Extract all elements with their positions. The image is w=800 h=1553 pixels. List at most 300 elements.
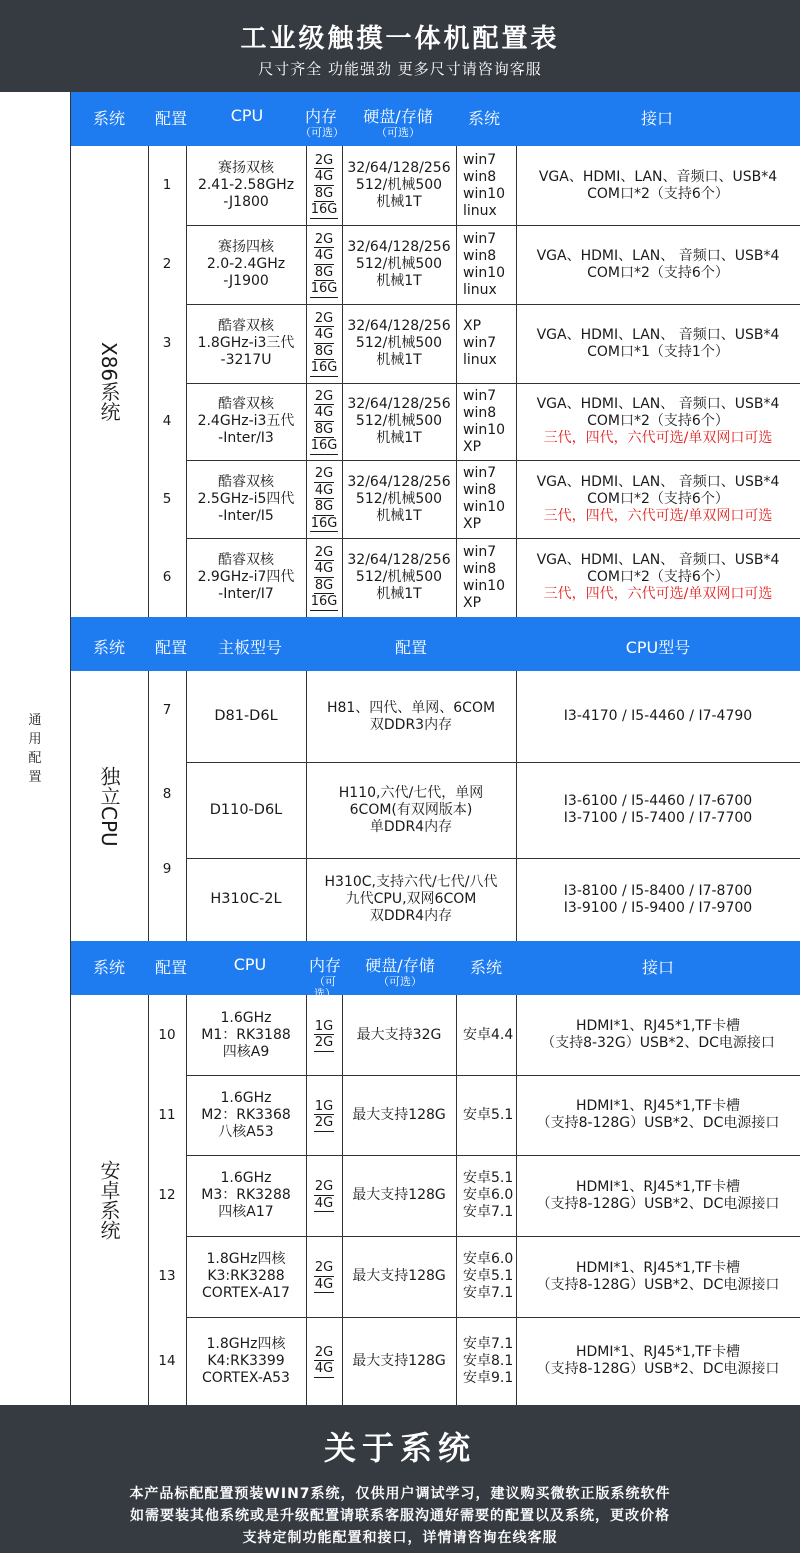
port-line: （支持8-128G）USB*2、DC电源接口 [536, 1115, 780, 1131]
header-port: 接口 [640, 109, 673, 128]
disk-cell: 最大支持128G [352, 1268, 446, 1284]
memory-cell [306, 146, 342, 225]
cpu-line: CORTEX-A17 [202, 1285, 290, 1301]
os-line: win7 [463, 335, 497, 351]
memory-option: 8G [314, 577, 334, 593]
header-memory-optional: （可选） [314, 975, 336, 1000]
os-line: 安卓9.1 [463, 1369, 514, 1386]
grid-line [306, 995, 307, 1405]
cpu-line: 1.8GHz四核 [206, 1335, 286, 1352]
os-line: 安卓5.1 [463, 1106, 514, 1123]
os-line: win8 [463, 560, 497, 577]
memory-option: 8G [314, 264, 334, 280]
disk-cell [342, 460, 456, 538]
footer-line-2: 如需要装其他系统或是升级配置请联系客服沟通好需要的配置以及系统，更改价格 [130, 1508, 670, 1524]
indep-label-chars: 独立CPU [97, 765, 121, 847]
disk-line: 512/机械500 [355, 177, 443, 193]
side-label-general-config [0, 92, 70, 1405]
memory-option: 4G [314, 561, 334, 576]
config-number: 4 [162, 413, 172, 429]
cpu-model-line: I3-6100 / I5-4460 / I7-6700 [563, 793, 753, 809]
android-group-label [70, 995, 148, 1405]
spec-line: H81、四代、单网、6COM [326, 699, 496, 716]
spec-cell [306, 671, 516, 762]
cpu-cell [186, 1236, 306, 1317]
disk-cell [342, 146, 456, 225]
port-line: COM口*2（支持6个） [587, 490, 729, 507]
disk-line: 机械1T [376, 507, 422, 524]
spec-line: 单DDR4内存 [369, 818, 453, 835]
os-line: linux [463, 352, 497, 368]
disk-line: 512/机械500 [355, 569, 443, 585]
disk-line: 32/64/128/256 [347, 552, 451, 568]
disk-cell: 最大支持128G [352, 1106, 446, 1123]
disk-cell [342, 383, 456, 460]
disk-cell [342, 304, 456, 383]
memory-cell [306, 1075, 342, 1155]
cpu-cell [186, 1155, 306, 1236]
header-cpu: CPU [233, 955, 267, 974]
memory-option: 4G [314, 1361, 334, 1376]
cpu-model-line: I3-8100 / I5-8400 / I7-8700 [563, 882, 753, 899]
grid-line [186, 995, 187, 1405]
config-number: 8 [162, 785, 172, 802]
cpu-cell [186, 1075, 306, 1155]
cpu-line: -J1800 [223, 194, 269, 210]
os-line: win7 [463, 387, 497, 404]
cpu-line: 2.4GHz-i3五代 [197, 413, 295, 429]
memory-cell [306, 538, 342, 617]
grid-line [516, 995, 517, 1405]
port-cell [516, 304, 800, 383]
cpu-line: 2.41-2.58GHz [197, 177, 295, 193]
os-line: win10 [463, 421, 506, 438]
config-number: 2 [162, 256, 172, 272]
port-line: VGA、HDMI、LAN、音频口、USB*4 [538, 168, 778, 185]
cpu-line: 2.5GHz-i5四代 [197, 490, 295, 507]
port-line: （支持8-32G）USB*2、DC电源接口 [541, 1035, 775, 1051]
port-line: VGA、HDMI、LAN、 音频口、USB*4 [536, 247, 780, 264]
memory-option: 4G [314, 1195, 334, 1211]
os-line: win7 [463, 465, 497, 481]
grid-line [186, 671, 187, 941]
memory-option: 8G [314, 185, 334, 201]
indep-header-bar [70, 617, 800, 671]
cpu-line: -3217U [220, 352, 272, 368]
cpu-line: K3:RK3288 [207, 1268, 285, 1284]
cpu-line: -Inter/I3 [218, 430, 274, 446]
os-cell [456, 538, 516, 617]
os-cell [456, 1155, 516, 1236]
os-line: win10 [463, 577, 506, 594]
board-model: D81-D6L [214, 708, 278, 724]
os-line: win10 [463, 185, 506, 202]
disk-line: 512/机械500 [355, 413, 443, 429]
memory-option: 4G [314, 169, 334, 184]
cpu-cell [186, 383, 306, 460]
header-disk: 硬盘/存储 （可选） [342, 104, 454, 139]
os-cell [456, 304, 516, 383]
memory-option: 2G [314, 310, 334, 326]
cpu-model-line: I3-9100 / I5-9400 / I7-9700 [563, 899, 753, 916]
grid-line [186, 383, 800, 384]
port-line: COM口*2（支持6个） [587, 569, 729, 585]
os-line: win10 [463, 264, 506, 281]
cpu-line: 1.6GHz [220, 1089, 272, 1106]
grid-line [186, 1075, 800, 1076]
side-label-char: 用 [28, 731, 42, 747]
port-cell [516, 1075, 800, 1155]
android-label-chars: 安卓系统 [97, 1160, 121, 1240]
config-number: 13 [158, 1268, 176, 1284]
cpu-line: -J1900 [223, 273, 269, 289]
os-line: win8 [463, 168, 497, 185]
memory-option: 4G [314, 482, 334, 498]
config-number: 1 [162, 177, 172, 193]
cpu-line: -Inter/I5 [218, 507, 274, 524]
os-line: 安卓5.1 [463, 1170, 514, 1186]
os-line: XP [463, 594, 482, 611]
grid-line [186, 1155, 800, 1156]
memory-cell [306, 460, 342, 538]
os-line: win8 [463, 404, 497, 421]
os-cell [456, 1075, 516, 1155]
side-label-char: 置 [28, 769, 42, 785]
cpu-line: 酷睿双核 [218, 473, 274, 490]
x86-group-label: X86系统 [97, 341, 121, 422]
port-line: HDMI*1、RJ45*1,TF卡槽 [575, 1018, 741, 1034]
cpu-line: 赛扬四核 [218, 239, 274, 255]
disk-cell [342, 538, 456, 617]
disk-cell: 最大支持32G [356, 1026, 442, 1043]
grid-line [148, 146, 149, 617]
cpu-line: M2：RK3368 [201, 1106, 291, 1123]
os-line: XP [463, 438, 482, 455]
cpu-model-line: I3-7100 / I5-7400 / I7-7700 [563, 810, 753, 826]
memory-option: 2G [314, 388, 334, 404]
cpu-cell [186, 538, 306, 617]
cpu-cell [186, 304, 306, 383]
footer-line-1: 本产品标配配置预装WIN7系统，仅供用户调试学习，建议购买微软正版系统软件 [129, 1486, 671, 1502]
header-os: 系统 [469, 958, 502, 977]
memory-option: 1G [314, 1018, 334, 1034]
header-config: 配置 [154, 958, 187, 977]
grid-line [186, 146, 187, 617]
config-number: 10 [158, 1026, 176, 1043]
header-port: 接口 [641, 958, 674, 977]
os-cell [456, 1317, 516, 1405]
memory-cell [306, 995, 342, 1075]
spec-line: 九代CPU,双网6COM [345, 891, 477, 907]
side-label-char: 通 [28, 712, 42, 728]
x86-header-bar [70, 92, 800, 146]
port-line: （支持8-128G）USB*2、DC电源接口 [536, 1195, 780, 1212]
disk-line: 机械1T [376, 194, 422, 210]
os-line: 安卓7.1 [463, 1204, 514, 1220]
os-line: 安卓5.1 [463, 1268, 514, 1284]
disk-line: 机械1T [376, 430, 422, 446]
grid-line [186, 538, 800, 539]
grid-line [516, 671, 517, 941]
cpu-model-line: I3-4170 / I5-4460 / I7-4790 [563, 708, 753, 724]
disk-line: 32/64/128/256 [347, 160, 451, 176]
os-line: XP [463, 318, 482, 334]
cpu-line: 1.6GHz [220, 1170, 272, 1186]
memory-option: 2G [314, 544, 334, 560]
grid-line [342, 146, 343, 617]
port-cell [516, 538, 800, 617]
grid-line [516, 146, 517, 617]
disk-cell [342, 225, 456, 304]
disk-cell: 最大支持128G [352, 1352, 446, 1369]
config-number: 9 [162, 861, 172, 877]
port-line: COM口*1（支持1个） [587, 343, 729, 360]
header-config: 配置 [154, 638, 187, 657]
config-number: 7 [162, 702, 172, 718]
header-board: 主板型号 [217, 638, 282, 657]
page-footer [0, 1405, 800, 1553]
memory-option: 2G [314, 231, 334, 247]
cpu-line: M1：RK3188 [201, 1026, 291, 1043]
grid-line [306, 146, 307, 617]
memory-option: 1G [314, 1098, 334, 1114]
os-line: linux [463, 202, 497, 219]
grid-line [186, 1317, 800, 1318]
config-number: 6 [162, 569, 172, 585]
memory-cell [306, 1317, 342, 1405]
board-model: D110-D6L [209, 801, 283, 818]
memory-option: 4G [314, 327, 334, 342]
port-line: VGA、HDMI、LAN、 音频口、USB*4 [536, 326, 780, 343]
os-line: win7 [463, 151, 497, 168]
os-line: win7 [463, 230, 497, 247]
header-spec: 配置 [394, 638, 427, 657]
cpu-model-cell [516, 858, 800, 941]
os-line: 安卓6.0 [463, 1187, 514, 1203]
spec-line: 6COM(有双网版本) [349, 801, 473, 818]
cpu-cell [186, 460, 306, 538]
grid-line [148, 995, 149, 1405]
cpu-model-cell [516, 762, 800, 858]
memory-option: 2G [314, 466, 334, 481]
cpu-line: 酷睿双核 [218, 552, 274, 568]
grid-line [186, 762, 800, 763]
config-number: 11 [158, 1106, 176, 1123]
config-number: 12 [158, 1187, 176, 1203]
os-cell [456, 383, 516, 460]
memory-option: 4G [314, 248, 334, 263]
os-line: 安卓8.1 [463, 1352, 514, 1369]
page-subtitle: 尺寸齐全 功能强劲 更多尺寸请咨询客服 [258, 60, 542, 78]
side-label-char: 配 [28, 750, 42, 766]
config-number: 5 [162, 490, 172, 507]
page-title: 工业级触摸一体机配置表 [240, 24, 560, 54]
header-system: 系统 [92, 638, 125, 657]
footer-line-3: 支持定制功能配置和接口，详情请咨询在线客服 [242, 1530, 558, 1546]
cpu-line: K4:RK3399 [207, 1352, 285, 1369]
grid-line [456, 995, 457, 1405]
grid-line [186, 225, 800, 226]
cpu-line: 八核A53 [218, 1123, 274, 1140]
port-cell [516, 225, 800, 304]
os-line: win7 [463, 543, 497, 560]
cpu-line: 2.0-2.4GHz [206, 256, 286, 272]
port-cell [516, 995, 800, 1075]
port-line: VGA、HDMI、LAN、 音频口、USB*4 [536, 552, 780, 568]
cpu-line: 2.9GHz-i7四代 [197, 569, 295, 585]
memory-option: 4G [314, 405, 334, 420]
option-note: 三代，四代，六代可选/单双网口可选 [543, 430, 773, 446]
port-line: HDMI*1、RJ45*1,TF卡槽 [575, 1259, 741, 1276]
memory-cell [306, 304, 342, 383]
os-line: 安卓7.1 [463, 1335, 514, 1352]
cpu-line: 酷睿双核 [218, 396, 274, 412]
memory-option: 2G [314, 1179, 334, 1194]
cpu-line: 1.8GHz四核 [206, 1251, 286, 1267]
os-line: 安卓4.4 [463, 1026, 514, 1043]
memory-option: 16G [310, 594, 338, 609]
cpu-line: 1.6GHz [220, 1009, 272, 1026]
port-line: HDMI*1、RJ45*1,TF卡槽 [575, 1344, 741, 1360]
header-disk-optional: （可选） [376, 126, 420, 139]
spec-line: 双DDR4内存 [369, 908, 453, 924]
os-line: linux [463, 281, 497, 298]
grid-line [342, 995, 343, 1405]
grid-line [148, 671, 149, 941]
memory-cell [306, 225, 342, 304]
port-cell [516, 1236, 800, 1317]
os-cell [456, 460, 516, 538]
board-model: H310C-2L [210, 891, 282, 907]
cpu-line: CORTEX-A53 [202, 1369, 290, 1386]
memory-cell [306, 1155, 342, 1236]
disk-line: 32/64/128/256 [347, 239, 451, 255]
header-cpu-model: CPU型号 [625, 638, 691, 657]
header-system: 系统 [92, 958, 125, 977]
os-cell [456, 225, 516, 304]
cpu-cell [186, 995, 306, 1075]
cpu-line: 赛扬双核 [218, 160, 274, 176]
os-line: win8 [463, 482, 497, 498]
grid-line [70, 92, 71, 1405]
os-line: win10 [463, 499, 506, 515]
memory-option: 16G [310, 360, 338, 375]
header-memory: 内存 （可选） [300, 107, 344, 139]
header-memory-optional: （可选） [300, 126, 344, 139]
port-cell [516, 1155, 800, 1236]
header-cpu: CPU [230, 106, 264, 125]
spec-cell [306, 762, 516, 858]
disk-line: 机械1T [376, 586, 422, 602]
disk-line: 机械1T [376, 352, 422, 368]
grid-line [186, 460, 800, 461]
cpu-line: 1.8GHz-i3三代 [197, 335, 295, 351]
cpu-line: 四核A17 [218, 1204, 274, 1220]
indep-group-label [70, 671, 148, 941]
spec-line: 双DDR3内存 [369, 716, 453, 733]
os-line: 安卓7.1 [463, 1285, 514, 1301]
port-line: COM口*2（支持6个） [587, 264, 729, 281]
config-number: 3 [162, 335, 172, 351]
header-disk-optional: （可选） [378, 975, 422, 988]
cpu-line: M3：RK3288 [201, 1187, 291, 1203]
os-cell [456, 146, 516, 225]
cpu-cell [186, 225, 306, 304]
port-cell [516, 1317, 800, 1405]
memory-option: 8G [314, 343, 334, 359]
disk-line: 32/64/128/256 [347, 318, 451, 334]
memory-option: 2G [314, 1260, 334, 1275]
memory-cell [306, 383, 342, 460]
page-header [0, 0, 800, 92]
port-cell [516, 383, 800, 460]
os-cell [456, 995, 516, 1075]
footer-title: 关于系统 [323, 1429, 476, 1467]
header-os: 系统 [467, 109, 500, 128]
cpu-line: 酷睿双核 [218, 318, 274, 334]
config-number: 14 [158, 1352, 176, 1369]
grid-line [456, 146, 457, 617]
disk-line: 32/64/128/256 [347, 473, 451, 490]
memory-option: 16G [310, 202, 338, 217]
option-note: 三代，四代，六代可选/单双网口可选 [543, 507, 773, 524]
memory-option: 16G [310, 281, 338, 296]
cpu-cell [186, 146, 306, 225]
header-config: 配置 [154, 109, 187, 128]
grid-line [306, 671, 307, 941]
header-system: 系统 [92, 109, 125, 128]
memory-option: 8G [314, 421, 334, 437]
memory-option: 4G [314, 1276, 334, 1292]
spec-line: H110,六代/七代，单网 [338, 784, 484, 801]
memory-option: 16G [310, 438, 338, 453]
memory-option: 16G [310, 515, 338, 531]
os-line: win8 [463, 247, 497, 264]
memory-option: 8G [314, 499, 334, 514]
memory-option: 2G [314, 1344, 334, 1360]
grid-line [186, 1236, 800, 1237]
header-disk: 硬盘/存储 （可选） [344, 953, 456, 988]
disk-line: 32/64/128/256 [347, 396, 451, 412]
memory-option: 2G [314, 1115, 334, 1130]
spec-cell [306, 858, 516, 941]
disk-line: 512/机械500 [355, 335, 443, 351]
port-line: （支持8-128G）USB*2、DC电源接口 [536, 1276, 780, 1293]
header-memory: 内存 （可选） [306, 953, 344, 1000]
os-line: XP [463, 516, 482, 532]
disk-line: 512/机械500 [355, 490, 443, 507]
port-line: COM口*2（支持6个） [587, 413, 729, 429]
port-line: VGA、HDMI、LAN、 音频口、USB*4 [536, 473, 780, 490]
port-line: VGA、HDMI、LAN、 音频口、USB*4 [536, 396, 780, 412]
grid-line [186, 858, 800, 859]
disk-cell: 最大支持128G [352, 1187, 446, 1203]
android-header-bar [70, 941, 800, 1000]
disk-line: 机械1T [376, 273, 422, 289]
port-line: HDMI*1、RJ45*1,TF卡槽 [575, 1098, 741, 1114]
memory-cell [306, 1236, 342, 1317]
option-note: 三代，四代，六代可选/单双网口可选 [543, 586, 773, 602]
cpu-model-cell [516, 671, 800, 762]
port-cell [516, 146, 800, 225]
port-line: （支持8-128G）USB*2、DC电源接口 [536, 1361, 780, 1377]
os-cell [456, 1236, 516, 1317]
cpu-line: 四核A9 [222, 1043, 270, 1060]
disk-line: 512/机械500 [355, 256, 443, 272]
grid-line [186, 304, 800, 305]
port-line: COM口*2（支持6个） [587, 185, 729, 202]
os-line: 安卓6.0 [463, 1251, 514, 1267]
